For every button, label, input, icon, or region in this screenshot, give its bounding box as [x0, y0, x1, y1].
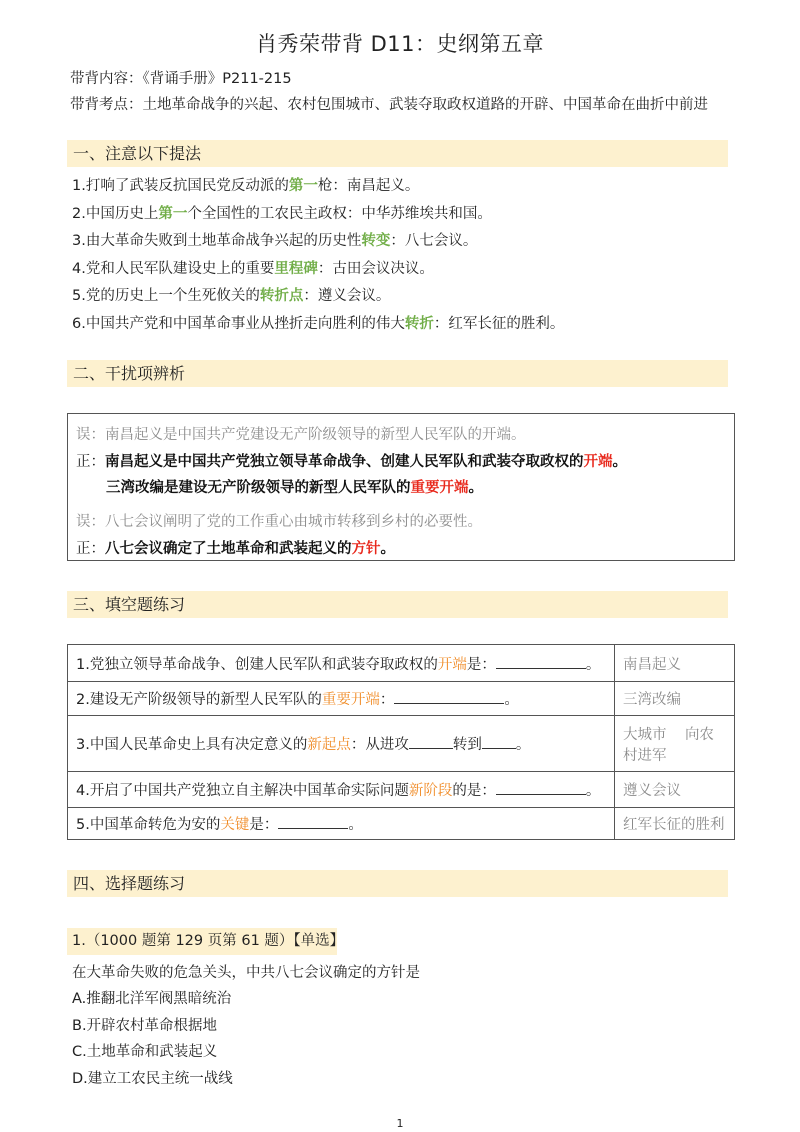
meta-content: 带背内容：《背诵手册》P211-215 [70, 71, 292, 87]
section4-heading: 四、选择题练习 [67, 870, 728, 897]
answer-blank[interactable] [482, 736, 516, 749]
page-number: 1 [396, 1117, 404, 1130]
question-cell: 4.开启了中国共产党独立自主解决中国革命实际问题新阶段的是： 。 [68, 772, 615, 808]
answer-blank[interactable] [409, 736, 453, 749]
page-title: 肖秀荣带背 D11：史纲第五章 [255, 32, 545, 56]
answer-cell: 三湾改编 [615, 682, 735, 716]
question-cell: 1.党独立领导革命战争、创建人民军队和武装夺取政权的开端是： 。 [68, 645, 615, 682]
option-c[interactable]: C.土地革命和武装起义 [72, 1044, 218, 1060]
list-item: 4.党和人民军队建设史上的重要里程碑：古田会议决议。 [72, 260, 434, 277]
option-b[interactable]: B.开辟农村革命根据地 [72, 1017, 218, 1034]
answer-cell: 遵义会议 [615, 772, 735, 808]
answer-blank[interactable] [278, 816, 348, 829]
option-d[interactable]: D.建立工农民主统一战线 [72, 1070, 233, 1087]
table-row [68, 772, 735, 808]
distractor-box [67, 413, 735, 561]
answer-cell: 南昌起义 [615, 645, 735, 682]
answer-cell: 红军长征的胜利 [615, 808, 735, 840]
list-item: 2.中国历史上第一个全国性的工农民主政权：中华苏维埃共和国。 [72, 205, 492, 222]
right-statement-1: 正：南昌起义是中国共产党独立领导革命战争、创建人民军队和武装夺取政权的开端。 [76, 454, 627, 470]
meta-points: 带背考点：土地革命战争的兴起、农村包围城市、武装夺取政权道路的开辟、中国革命在曲折中前进 [70, 97, 708, 113]
answer-cell: 大城市 向农村进军 [615, 716, 735, 772]
list-item: 1.打响了武装反抗国民党反动派的第一枪：南昌起义。 [72, 178, 420, 194]
list-item: 3.由大革命失败到土地革命战争兴起的历史性转变：八七会议。 [72, 233, 478, 249]
section3-heading: 三、填空题练习 [67, 591, 728, 618]
table-row [68, 682, 735, 716]
question-cell: 3.中国人民革命史上具有决定意义的新起点：从进攻 转到 。 [68, 716, 615, 772]
wrong-statement-2: 误：八七会议阐明了党的工作重心由城市转移到乡村的必要性。 [76, 514, 482, 530]
option-a[interactable]: A.推翻北洋军阀黑暗统治 [72, 991, 232, 1007]
section1-heading: 一、注意以下提法 [67, 140, 728, 167]
question-cell: 5.中国革命转危为安的关键是： 。 [68, 808, 615, 840]
question-text: 在大革命失败的危急关头，中共八七会议确定的方针是 [72, 965, 420, 981]
section2-heading: 二、干扰项辨析 [67, 360, 728, 387]
question-header: 1.（1000 题第 129 页第 61 题）【单选】 [67, 928, 337, 955]
table-row [68, 808, 735, 840]
answer-blank[interactable] [496, 656, 586, 669]
right-statement-1b: 三湾改编是建设无产阶级领导的新型人民军队的重要开端。 [106, 480, 483, 496]
answer-blank[interactable] [496, 782, 586, 795]
table-row [68, 716, 735, 772]
table-row [68, 645, 735, 682]
question-cell: 2.建设无产阶级领导的新型人民军队的重要开端： 。 [68, 682, 615, 716]
wrong-statement-1: 误：南昌起义是中国共产党建设无产阶级领导的新型人民军队的开端。 [76, 427, 526, 443]
right-statement-2: 正：八七会议确定了土地革命和武装起义的方针。 [76, 541, 395, 557]
answer-blank[interactable] [394, 691, 504, 704]
list-item: 6.中国共产党和中国革命事业从挫折走向胜利的伟大转折：红军长征的胜利。 [72, 315, 565, 332]
fill-blank-table [67, 644, 735, 840]
list-item: 5.党的历史上一个生死攸关的转折点：遵义会议。 [72, 288, 391, 304]
